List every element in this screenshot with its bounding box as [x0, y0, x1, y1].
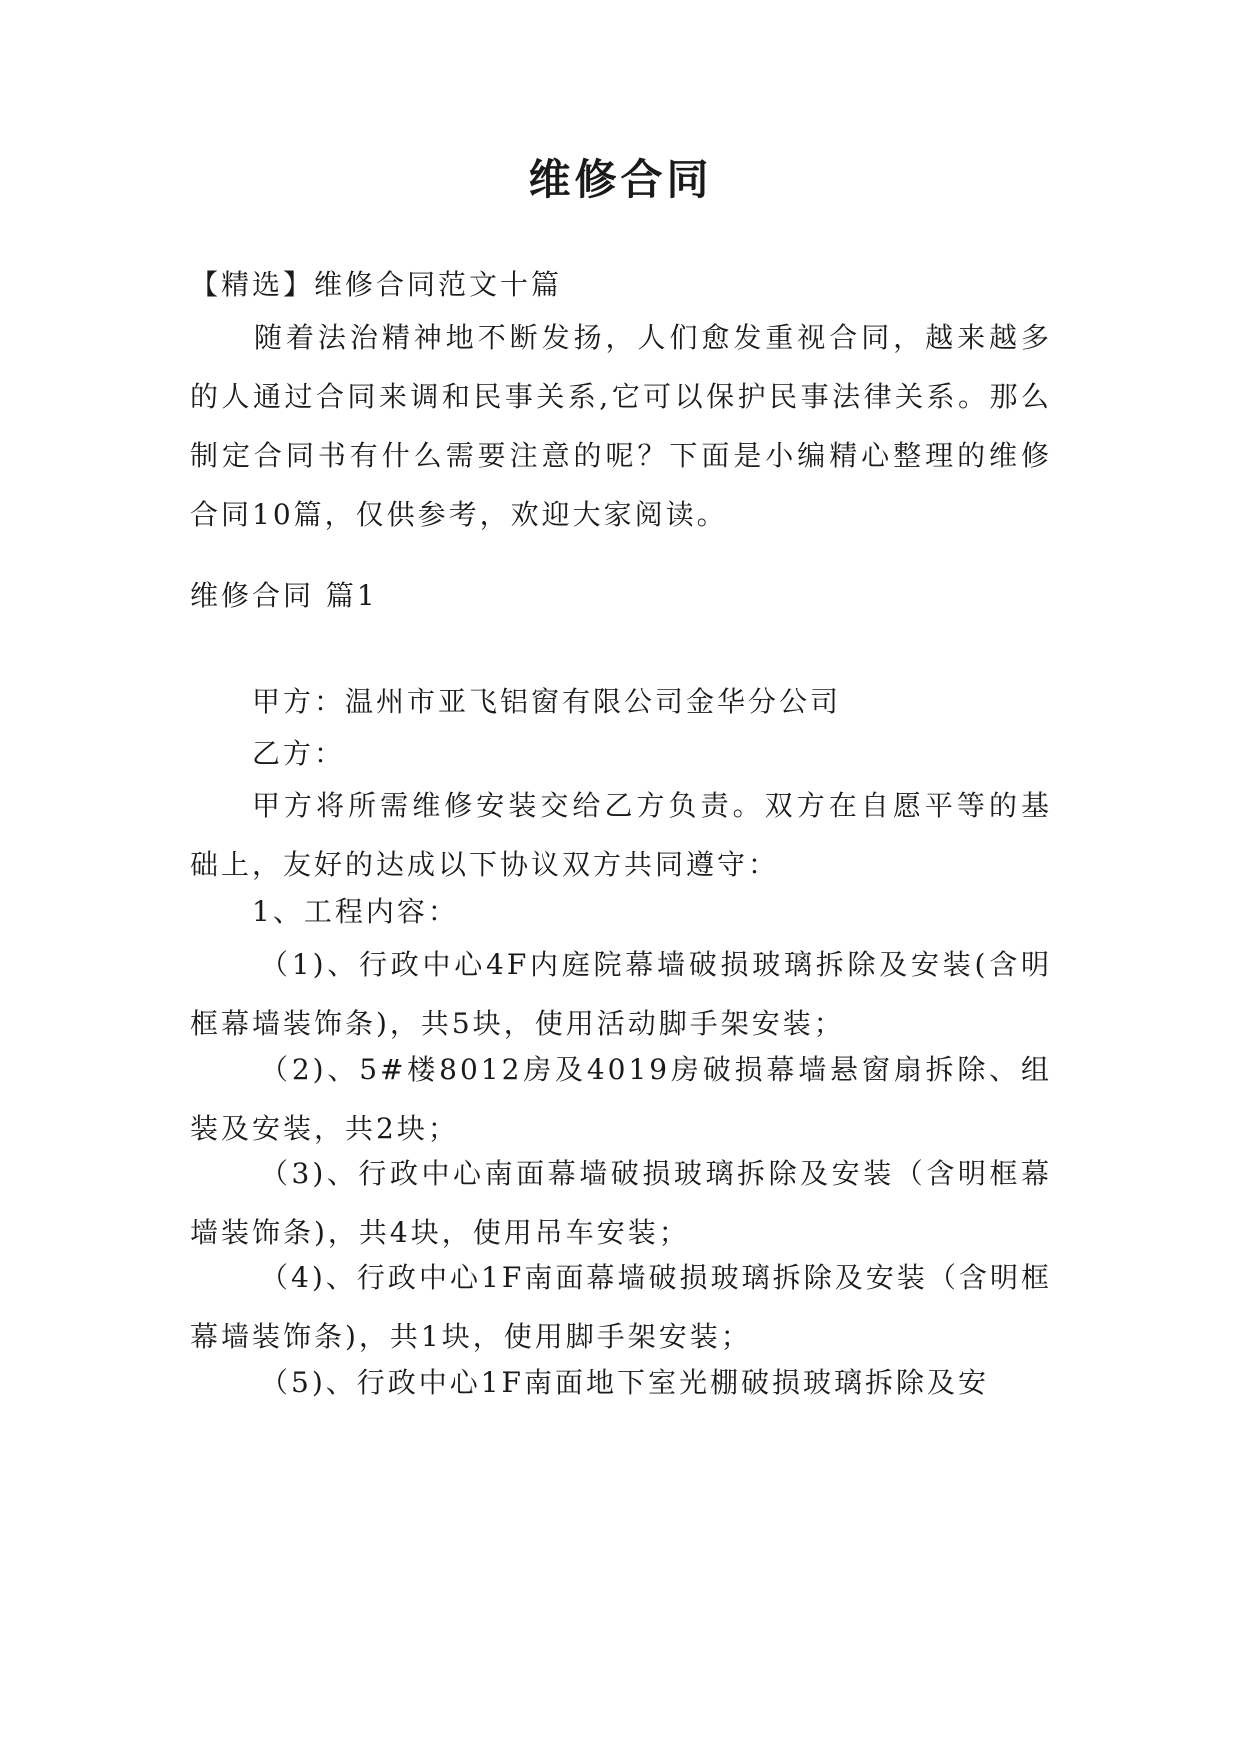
section-heading: 维修合同 篇1 — [190, 579, 378, 612]
clause-item-2: （2)、5#楼8012房及4019房破损幕墙悬窗扇拆除、组装及安装，共2块； — [190, 1053, 1052, 1145]
agreement-paragraph: 甲方将所需维修安装交给乙方负责。双方在自愿平等的基础上，友好的达成以下协议双方共同遵守： — [190, 789, 1052, 881]
clause-heading: 1、工程内容： — [252, 895, 459, 928]
party-b-line: 乙方： — [252, 737, 346, 770]
clause-item-4: （4)、行政中心1F南面幕墙破损玻璃拆除及安装（含明框幕墙装饰条)，共1块，使用脚手架安装； — [190, 1261, 1052, 1353]
clause-item-5: （5)、行政中心1F南面地下室光棚破损玻璃拆除及安 — [260, 1366, 989, 1399]
clause-item-3: （3)、行政中心南面幕墙破损玻璃拆除及安装（含明框幕墙装饰条)，共4块，使用吊车安装； — [190, 1157, 1052, 1249]
party-a-line: 甲方：温州市亚飞铝窗有限公司金华分公司 — [252, 685, 842, 718]
clause-item-1: （1)、行政中心4F内庭院幕墙破损玻璃拆除及安装(含明框幕墙装饰条)，共5块，使用活动脚手架安装； — [190, 948, 1052, 1040]
document-title: 维修合同 — [528, 155, 713, 204]
document-subtitle: 【精选】维修合同范文十篇 — [190, 268, 563, 301]
intro-paragraph: 随着法治精神地不断发扬，人们愈发重视合同，越来越多的人通过合同来调和民事关系,它可以保护民事法律关系。那么制定合同书有什么需要注意的呢？下面是小编精心整理的维修合同10篇，仅供参考，欢迎大家阅读。 — [190, 321, 1052, 531]
